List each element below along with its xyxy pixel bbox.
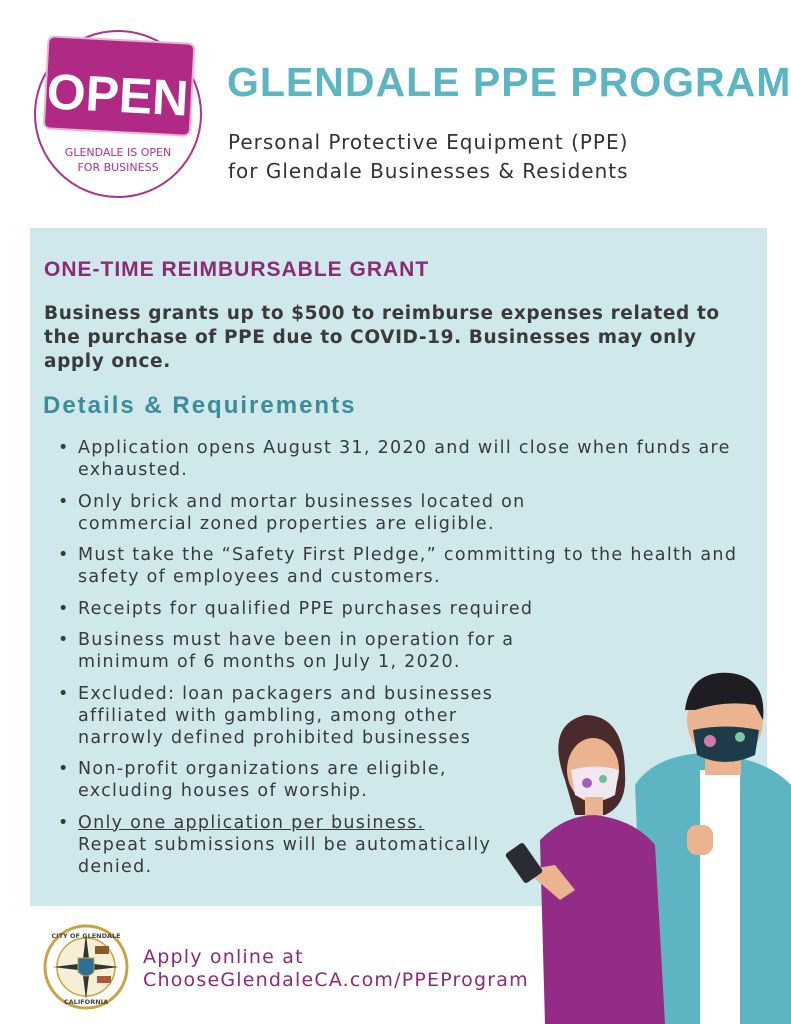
- list-item: • Non-profit organizations are eligible, excluding houses of worship.: [58, 758, 518, 802]
- grant-heading: ONE-TIME REIMBURSABLE GRANT: [44, 258, 430, 281]
- svg-text:FOR BUSINESS: FOR BUSINESS: [77, 161, 159, 174]
- city-of-glendale-seal: [43, 924, 129, 1010]
- glendale-open-logo: [32, 28, 204, 200]
- page-title: GLENDALE PPE PROGRAM: [227, 59, 791, 105]
- page-subtitle: [228, 128, 768, 186]
- list-item: [58, 812, 498, 878]
- list-item: • Excluded: loan packagers and businesses affiliated with gambling, among other narrowly defined prohibited businesses: [58, 683, 548, 749]
- one-application-note: Only one application per business.: [78, 812, 425, 833]
- subtitle-line-1: Personal Protective Equipment (PPE): [228, 130, 629, 154]
- details-heading: Details & Requirements: [43, 392, 357, 419]
- subtitle-line-2: for Glendale Businesses & Residents: [228, 159, 629, 183]
- apply-online-block: [143, 946, 529, 992]
- apply-link[interactable]: ChooseGlendaleCA.com/PPEProgram: [143, 969, 529, 991]
- list-item: • Business must have been in operation for a minimum of 6 months on July 1, 2020.: [58, 629, 598, 673]
- list-item: • Only brick and mortar businesses located on commercial zoned properties are eligible.: [58, 491, 618, 535]
- list-item: • Application opens August 31, 2020 and will close when funds are exhausted.: [58, 437, 738, 481]
- logo-open-text: OPEN: [45, 63, 190, 127]
- svg-text:GLENDALE IS OPEN: GLENDALE IS OPEN: [64, 146, 172, 159]
- svg-text:CALIFORNIA: CALIFORNIA: [63, 998, 109, 1006]
- svg-text:CITY OF GLENDALE: CITY OF GLENDALE: [51, 932, 121, 940]
- list-item: • Must take the “Safety First Pledge,” committing to the health and safety of employees and customers.: [58, 544, 738, 588]
- repeat-submission-note: Repeat submissions will be automatically denied.: [78, 834, 492, 877]
- grant-description: Business grants up to $500 to reimburse expenses related to the purchase of PPE due to COVID-19. Businesses may only apply once.: [44, 303, 720, 372]
- masked-people-illustration: [505, 665, 791, 1024]
- apply-label: Apply online at: [143, 946, 304, 968]
- list-item: • Receipts for qualified PPE purchases required: [58, 598, 738, 620]
